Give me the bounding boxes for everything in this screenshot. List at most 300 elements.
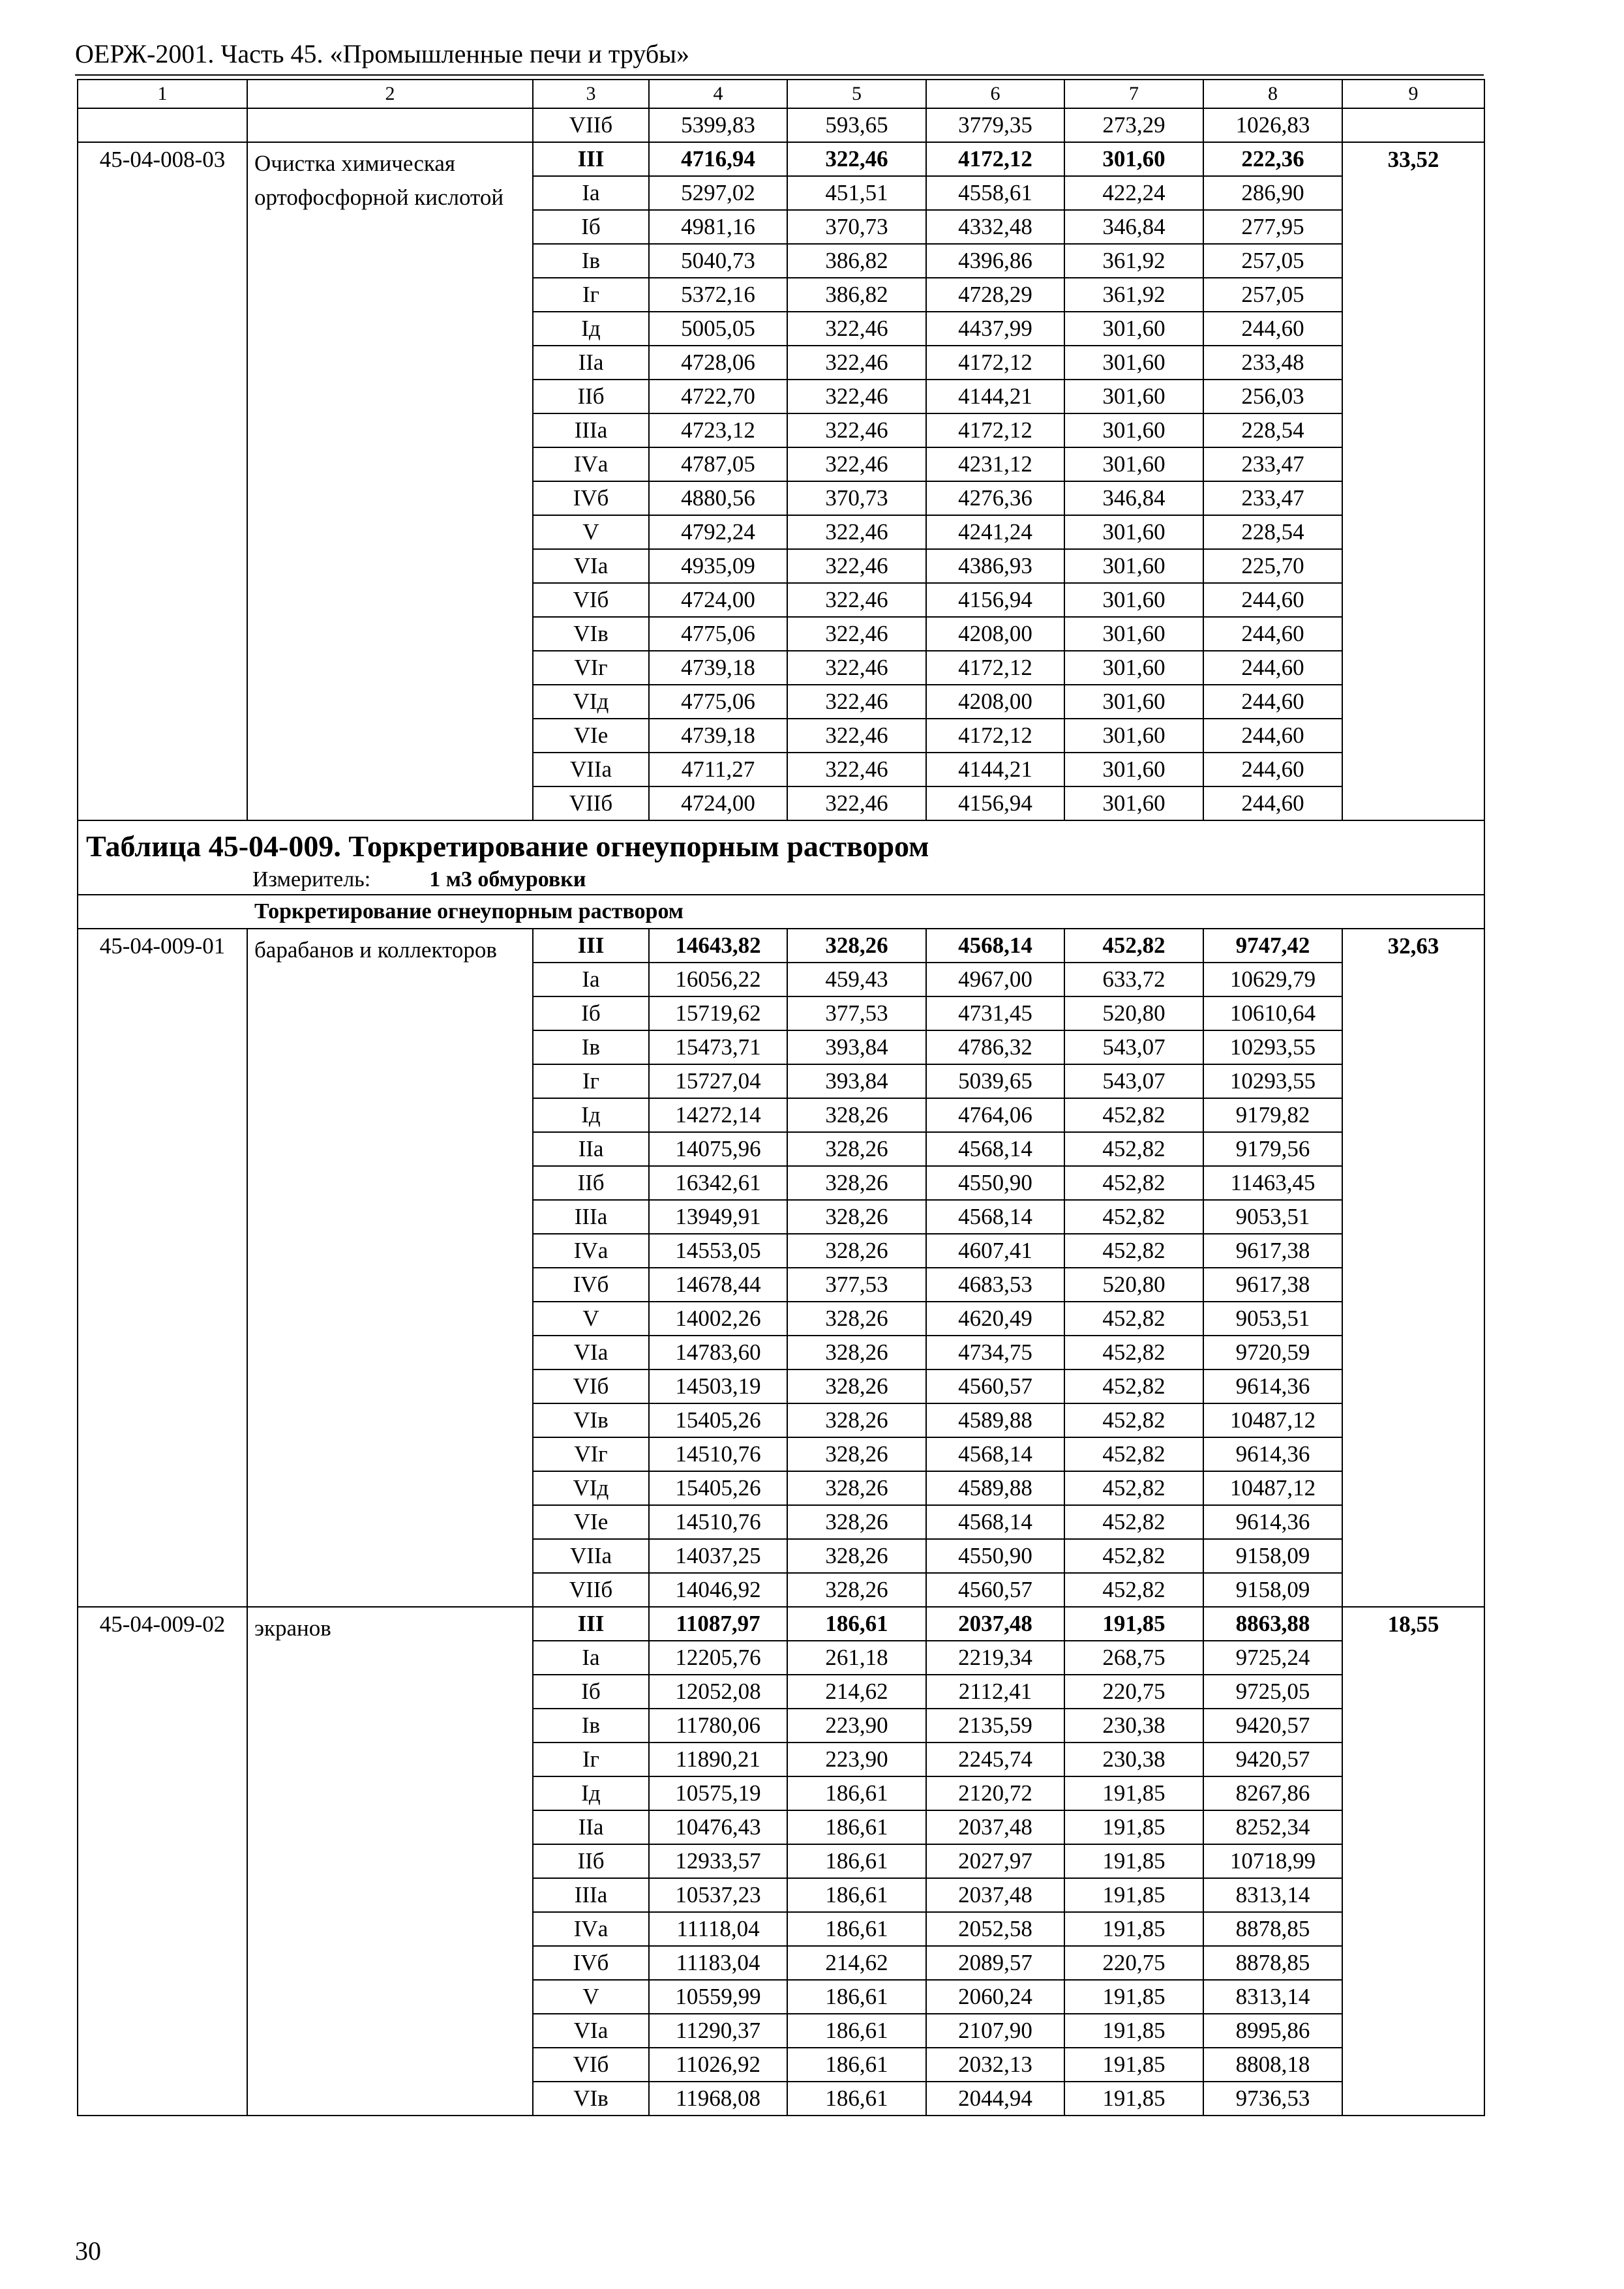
operator-wage: 422,24 bbox=[1064, 176, 1203, 210]
total-cost: 10537,23 bbox=[649, 1878, 787, 1912]
resource-zone: Iг bbox=[533, 1064, 649, 1098]
column-number: 5 bbox=[787, 80, 926, 108]
item-name: барабанов и коллекторов bbox=[247, 929, 533, 1607]
machine-cost: 2052,58 bbox=[926, 1912, 1064, 1946]
column-number: 4 bbox=[649, 80, 787, 108]
resource-zone: IIIа bbox=[533, 413, 649, 447]
resource-zone: Iд bbox=[533, 1776, 649, 1810]
operator-wage: 301,60 bbox=[1064, 549, 1203, 583]
material-cost: 244,60 bbox=[1203, 617, 1342, 651]
total-cost: 11026,92 bbox=[649, 2048, 787, 2082]
machine-cost: 4172,12 bbox=[926, 413, 1064, 447]
operator-wage: 452,82 bbox=[1064, 1132, 1203, 1166]
total-cost: 4722,70 bbox=[649, 380, 787, 413]
resource-zone: IIа bbox=[533, 1132, 649, 1166]
material-cost: 10629,79 bbox=[1203, 963, 1342, 996]
rates-table-wrapper bbox=[77, 79, 1484, 2116]
operator-wage: 361,92 bbox=[1064, 244, 1203, 278]
material-cost: 9617,38 bbox=[1203, 1234, 1342, 1268]
resource-zone: Iг bbox=[533, 278, 649, 312]
resource-zone: VIа bbox=[533, 549, 649, 583]
resource-zone: VIб bbox=[533, 583, 649, 617]
measure-line bbox=[86, 865, 1484, 894]
wage-cost: 223,90 bbox=[787, 1709, 926, 1743]
wage-cost: 322,46 bbox=[787, 719, 926, 753]
total-cost: 11890,21 bbox=[649, 1743, 787, 1776]
operator-wage: 301,60 bbox=[1064, 786, 1203, 820]
item-code: 45-04-008-03 bbox=[78, 142, 247, 820]
operator-wage: 191,85 bbox=[1064, 1776, 1203, 1810]
material-cost: 9420,57 bbox=[1203, 1709, 1342, 1743]
wage-cost: 322,46 bbox=[787, 142, 926, 176]
total-cost: 14510,76 bbox=[649, 1437, 787, 1471]
operator-wage: 191,85 bbox=[1064, 1912, 1203, 1946]
norm-cell bbox=[1342, 108, 1484, 142]
wage-cost: 328,26 bbox=[787, 1200, 926, 1234]
material-cost: 10718,99 bbox=[1203, 1844, 1342, 1878]
machine-cost: 4786,32 bbox=[926, 1030, 1064, 1064]
operator-wage: 520,80 bbox=[1064, 1268, 1203, 1302]
machine-cost: 2219,34 bbox=[926, 1641, 1064, 1675]
wage-cost: 328,26 bbox=[787, 1302, 926, 1336]
material-cost: 9725,05 bbox=[1203, 1675, 1342, 1709]
machine-cost: 4568,14 bbox=[926, 929, 1064, 963]
wage-cost: 261,18 bbox=[787, 1641, 926, 1675]
material-cost: 9158,09 bbox=[1203, 1573, 1342, 1607]
wage-cost: 328,26 bbox=[787, 1234, 926, 1268]
resource-zone: IVб bbox=[533, 1268, 649, 1302]
material-cost: 233,48 bbox=[1203, 346, 1342, 380]
material-cost: 228,54 bbox=[1203, 413, 1342, 447]
total-cost: 14002,26 bbox=[649, 1302, 787, 1336]
operator-wage: 543,07 bbox=[1064, 1030, 1203, 1064]
operator-wage: 452,82 bbox=[1064, 1437, 1203, 1471]
material-cost: 9725,24 bbox=[1203, 1641, 1342, 1675]
material-cost: 257,05 bbox=[1203, 278, 1342, 312]
operator-wage: 543,07 bbox=[1064, 1064, 1203, 1098]
resource-zone: IVб bbox=[533, 481, 649, 515]
material-cost: 8878,85 bbox=[1203, 1946, 1342, 1980]
wage-cost: 186,61 bbox=[787, 1607, 926, 1641]
resource-zone: IIб bbox=[533, 380, 649, 413]
material-cost: 10487,12 bbox=[1203, 1471, 1342, 1505]
machine-cost: 4156,94 bbox=[926, 583, 1064, 617]
material-cost: 8995,86 bbox=[1203, 2014, 1342, 2048]
material-cost: 228,54 bbox=[1203, 515, 1342, 549]
material-cost: 9614,36 bbox=[1203, 1505, 1342, 1539]
operator-wage: 220,75 bbox=[1064, 1675, 1203, 1709]
machine-cost: 4172,12 bbox=[926, 346, 1064, 380]
operator-wage: 301,60 bbox=[1064, 583, 1203, 617]
operator-wage: 452,82 bbox=[1064, 1234, 1203, 1268]
material-cost: 244,60 bbox=[1203, 651, 1342, 685]
resource-zone: VIб bbox=[533, 2048, 649, 2082]
wage-cost: 186,61 bbox=[787, 1844, 926, 1878]
operator-wage: 452,82 bbox=[1064, 929, 1203, 963]
operator-wage: 191,85 bbox=[1064, 2014, 1203, 2048]
machine-cost: 2032,13 bbox=[926, 2048, 1064, 2082]
wage-cost: 328,26 bbox=[787, 929, 926, 963]
resource-zone: III bbox=[533, 1607, 649, 1641]
resource-zone: IVа bbox=[533, 1234, 649, 1268]
wage-cost: 186,61 bbox=[787, 1878, 926, 1912]
total-cost: 4880,56 bbox=[649, 481, 787, 515]
machine-cost: 4437,99 bbox=[926, 312, 1064, 346]
wage-cost: 328,26 bbox=[787, 1369, 926, 1403]
material-cost: 9179,82 bbox=[1203, 1098, 1342, 1132]
wage-cost: 186,61 bbox=[787, 1810, 926, 1844]
total-cost: 4981,16 bbox=[649, 210, 787, 244]
machine-cost: 4144,21 bbox=[926, 380, 1064, 413]
resource-zone: VIIб bbox=[533, 786, 649, 820]
wage-cost: 393,84 bbox=[787, 1030, 926, 1064]
machine-cost: 4568,14 bbox=[926, 1200, 1064, 1234]
machine-cost: 4568,14 bbox=[926, 1505, 1064, 1539]
total-cost: 4775,06 bbox=[649, 685, 787, 719]
machine-cost: 2060,24 bbox=[926, 1980, 1064, 2014]
resource-zone: VIд bbox=[533, 685, 649, 719]
resource-zone: VIа bbox=[533, 1336, 649, 1369]
machine-cost: 2044,94 bbox=[926, 2082, 1064, 2116]
material-cost: 9053,51 bbox=[1203, 1200, 1342, 1234]
operator-wage: 301,60 bbox=[1064, 617, 1203, 651]
table-row bbox=[78, 108, 1484, 142]
labor-norm: 18,55 bbox=[1342, 1607, 1484, 2116]
wage-cost: 322,46 bbox=[787, 346, 926, 380]
operator-wage: 452,82 bbox=[1064, 1369, 1203, 1403]
machine-cost: 2107,90 bbox=[926, 2014, 1064, 2048]
operator-wage: 191,85 bbox=[1064, 1878, 1203, 1912]
wage-cost: 186,61 bbox=[787, 2082, 926, 2116]
total-cost: 15405,26 bbox=[649, 1403, 787, 1437]
resource-zone: VIг bbox=[533, 651, 649, 685]
wage-cost: 328,26 bbox=[787, 1437, 926, 1471]
resource-zone: IIб bbox=[533, 1844, 649, 1878]
machine-cost: 2037,48 bbox=[926, 1810, 1064, 1844]
material-cost: 244,60 bbox=[1203, 583, 1342, 617]
total-cost: 10559,99 bbox=[649, 1980, 787, 2014]
machine-cost: 4683,53 bbox=[926, 1268, 1064, 1302]
wage-cost: 377,53 bbox=[787, 1268, 926, 1302]
operator-wage: 452,82 bbox=[1064, 1573, 1203, 1607]
machine-cost: 4156,94 bbox=[926, 786, 1064, 820]
rates-table bbox=[77, 79, 1485, 2116]
wage-cost: 322,46 bbox=[787, 413, 926, 447]
machine-cost: 2037,48 bbox=[926, 1878, 1064, 1912]
machine-cost: 4172,12 bbox=[926, 651, 1064, 685]
operator-wage: 452,82 bbox=[1064, 1166, 1203, 1200]
total-cost: 4739,18 bbox=[649, 719, 787, 753]
wage-cost: 328,26 bbox=[787, 1573, 926, 1607]
table-subheading: Торкретирование огнеупорным раствором bbox=[78, 895, 1484, 929]
resource-zone: VIа bbox=[533, 2014, 649, 2048]
material-cost: 244,60 bbox=[1203, 312, 1342, 346]
operator-wage: 191,85 bbox=[1064, 1980, 1203, 2014]
wage-cost: 322,46 bbox=[787, 617, 926, 651]
material-cost: 286,90 bbox=[1203, 176, 1342, 210]
total-cost: 12205,76 bbox=[649, 1641, 787, 1675]
page-number: 30 bbox=[75, 2236, 101, 2266]
machine-cost: 4550,90 bbox=[926, 1539, 1064, 1573]
total-cost: 4711,27 bbox=[649, 753, 787, 786]
wage-cost: 223,90 bbox=[787, 1743, 926, 1776]
material-cost: 9420,57 bbox=[1203, 1743, 1342, 1776]
material-cost: 1026,83 bbox=[1203, 108, 1342, 142]
total-cost: 5005,05 bbox=[649, 312, 787, 346]
total-cost: 12933,57 bbox=[649, 1844, 787, 1878]
operator-wage: 452,82 bbox=[1064, 1336, 1203, 1369]
material-cost: 11463,45 bbox=[1203, 1166, 1342, 1200]
resource-zone: Iб bbox=[533, 210, 649, 244]
total-cost: 10476,43 bbox=[649, 1810, 787, 1844]
total-cost: 13949,91 bbox=[649, 1200, 787, 1234]
material-cost: 9736,53 bbox=[1203, 2082, 1342, 2116]
resource-zone: V bbox=[533, 1302, 649, 1336]
table-row bbox=[78, 929, 1484, 963]
material-cost: 233,47 bbox=[1203, 447, 1342, 481]
wage-cost: 322,46 bbox=[787, 549, 926, 583]
resource-zone: V bbox=[533, 515, 649, 549]
name-cell bbox=[247, 108, 533, 142]
total-cost: 10575,19 bbox=[649, 1776, 787, 1810]
total-cost: 11118,04 bbox=[649, 1912, 787, 1946]
total-cost: 14678,44 bbox=[649, 1268, 787, 1302]
total-cost: 14643,82 bbox=[649, 929, 787, 963]
column-number: 6 bbox=[926, 80, 1064, 108]
resource-zone: Iа bbox=[533, 176, 649, 210]
operator-wage: 520,80 bbox=[1064, 996, 1203, 1030]
operator-wage: 301,60 bbox=[1064, 142, 1203, 176]
table-title-cell bbox=[78, 820, 1484, 895]
resource-zone: Iв bbox=[533, 244, 649, 278]
resource-zone: VIIб bbox=[533, 108, 649, 142]
wage-cost: 186,61 bbox=[787, 1980, 926, 2014]
wage-cost: 322,46 bbox=[787, 685, 926, 719]
operator-wage: 633,72 bbox=[1064, 963, 1203, 996]
header-rule bbox=[75, 74, 1484, 76]
item-name: экранов bbox=[247, 1607, 533, 2116]
material-cost: 222,36 bbox=[1203, 142, 1342, 176]
total-cost: 4716,94 bbox=[649, 142, 787, 176]
machine-cost: 2089,57 bbox=[926, 1946, 1064, 1980]
operator-wage: 452,82 bbox=[1064, 1302, 1203, 1336]
operator-wage: 191,85 bbox=[1064, 2082, 1203, 2116]
wage-cost: 393,84 bbox=[787, 1064, 926, 1098]
material-cost: 10293,55 bbox=[1203, 1030, 1342, 1064]
machine-cost: 4728,29 bbox=[926, 278, 1064, 312]
machine-cost: 4967,00 bbox=[926, 963, 1064, 996]
material-cost: 225,70 bbox=[1203, 549, 1342, 583]
machine-cost: 4172,12 bbox=[926, 719, 1064, 753]
resource-zone: VIе bbox=[533, 1505, 649, 1539]
resource-zone: VIд bbox=[533, 1471, 649, 1505]
operator-wage: 301,60 bbox=[1064, 447, 1203, 481]
resource-zone: Iб bbox=[533, 1675, 649, 1709]
machine-cost: 4241,24 bbox=[926, 515, 1064, 549]
wage-cost: 322,46 bbox=[787, 515, 926, 549]
resource-zone: IVа bbox=[533, 447, 649, 481]
machine-cost: 4208,00 bbox=[926, 617, 1064, 651]
operator-wage: 191,85 bbox=[1064, 1844, 1203, 1878]
table-title-row bbox=[78, 820, 1484, 895]
resource-zone: Iд bbox=[533, 312, 649, 346]
resource-zone: IIб bbox=[533, 1166, 649, 1200]
wage-cost: 328,26 bbox=[787, 1132, 926, 1166]
resource-zone: Iб bbox=[533, 996, 649, 1030]
machine-cost: 4332,48 bbox=[926, 210, 1064, 244]
operator-wage: 301,60 bbox=[1064, 380, 1203, 413]
material-cost: 10610,64 bbox=[1203, 996, 1342, 1030]
machine-cost: 4620,49 bbox=[926, 1302, 1064, 1336]
total-cost: 12052,08 bbox=[649, 1675, 787, 1709]
total-cost: 4792,24 bbox=[649, 515, 787, 549]
material-cost: 8878,85 bbox=[1203, 1912, 1342, 1946]
wage-cost: 214,62 bbox=[787, 1675, 926, 1709]
resource-zone: Iв bbox=[533, 1030, 649, 1064]
material-cost: 9158,09 bbox=[1203, 1539, 1342, 1573]
total-cost: 5399,83 bbox=[649, 108, 787, 142]
material-cost: 9614,36 bbox=[1203, 1369, 1342, 1403]
total-cost: 16342,61 bbox=[649, 1166, 787, 1200]
material-cost: 9720,59 bbox=[1203, 1336, 1342, 1369]
machine-cost: 4386,93 bbox=[926, 549, 1064, 583]
total-cost: 15473,71 bbox=[649, 1030, 787, 1064]
wage-cost: 386,82 bbox=[787, 278, 926, 312]
table-row bbox=[78, 142, 1484, 176]
resource-zone: VIIа bbox=[533, 1539, 649, 1573]
wage-cost: 186,61 bbox=[787, 2048, 926, 2082]
machine-cost: 4558,61 bbox=[926, 176, 1064, 210]
table-title: Таблица 45-04-009. Торкретирование огнеупорным раствором bbox=[86, 830, 929, 863]
wage-cost: 328,26 bbox=[787, 1336, 926, 1369]
material-cost: 244,60 bbox=[1203, 753, 1342, 786]
operator-wage: 452,82 bbox=[1064, 1098, 1203, 1132]
wage-cost: 322,46 bbox=[787, 447, 926, 481]
operator-wage: 301,60 bbox=[1064, 312, 1203, 346]
operator-wage: 191,85 bbox=[1064, 1607, 1203, 1641]
wage-cost: 328,26 bbox=[787, 1471, 926, 1505]
table-row bbox=[78, 1607, 1484, 1641]
wage-cost: 459,43 bbox=[787, 963, 926, 996]
labor-norm: 32,63 bbox=[1342, 929, 1484, 1607]
item-name: Очистка химическая ортофосфорной кислотой bbox=[247, 142, 533, 820]
wage-cost: 322,46 bbox=[787, 786, 926, 820]
table-body bbox=[78, 80, 1484, 2116]
machine-cost: 4550,90 bbox=[926, 1166, 1064, 1200]
total-cost: 14553,05 bbox=[649, 1234, 787, 1268]
total-cost: 11290,37 bbox=[649, 2014, 787, 2048]
resource-zone: IIа bbox=[533, 346, 649, 380]
resource-zone: VIе bbox=[533, 719, 649, 753]
operator-wage: 301,60 bbox=[1064, 753, 1203, 786]
labor-norm: 33,52 bbox=[1342, 142, 1484, 820]
machine-cost: 4607,41 bbox=[926, 1234, 1064, 1268]
total-cost: 15405,26 bbox=[649, 1471, 787, 1505]
total-cost: 4724,00 bbox=[649, 583, 787, 617]
wage-cost: 214,62 bbox=[787, 1946, 926, 1980]
subheading-row bbox=[78, 895, 1484, 929]
resource-zone: IVа bbox=[533, 1912, 649, 1946]
column-number: 1 bbox=[78, 80, 247, 108]
operator-wage: 191,85 bbox=[1064, 1810, 1203, 1844]
wage-cost: 322,46 bbox=[787, 583, 926, 617]
operator-wage: 230,38 bbox=[1064, 1743, 1203, 1776]
resource-zone: IIIа bbox=[533, 1878, 649, 1912]
total-cost: 14046,92 bbox=[649, 1573, 787, 1607]
total-cost: 4935,09 bbox=[649, 549, 787, 583]
machine-cost: 4764,06 bbox=[926, 1098, 1064, 1132]
machine-cost: 4731,45 bbox=[926, 996, 1064, 1030]
wage-cost: 322,46 bbox=[787, 380, 926, 413]
operator-wage: 268,75 bbox=[1064, 1641, 1203, 1675]
total-cost: 15727,04 bbox=[649, 1064, 787, 1098]
material-cost: 8863,88 bbox=[1203, 1607, 1342, 1641]
material-cost: 233,47 bbox=[1203, 481, 1342, 515]
resource-zone: V bbox=[533, 1980, 649, 2014]
total-cost: 4723,12 bbox=[649, 413, 787, 447]
wage-cost: 377,53 bbox=[787, 996, 926, 1030]
resource-zone: Iд bbox=[533, 1098, 649, 1132]
operator-wage: 346,84 bbox=[1064, 481, 1203, 515]
material-cost: 9617,38 bbox=[1203, 1268, 1342, 1302]
total-cost: 5040,73 bbox=[649, 244, 787, 278]
operator-wage: 452,82 bbox=[1064, 1539, 1203, 1573]
material-cost: 8313,14 bbox=[1203, 1878, 1342, 1912]
wage-cost: 186,61 bbox=[787, 2014, 926, 2048]
measure-unit: 1 м3 обмуровки bbox=[429, 867, 586, 891]
wage-cost: 322,46 bbox=[787, 753, 926, 786]
total-cost: 16056,22 bbox=[649, 963, 787, 996]
total-cost: 4728,06 bbox=[649, 346, 787, 380]
wage-cost: 328,26 bbox=[787, 1403, 926, 1437]
total-cost: 11968,08 bbox=[649, 2082, 787, 2116]
material-cost: 244,60 bbox=[1203, 685, 1342, 719]
total-cost: 4724,00 bbox=[649, 786, 787, 820]
column-number: 8 bbox=[1203, 80, 1342, 108]
resource-zone: III bbox=[533, 142, 649, 176]
resource-zone: VIг bbox=[533, 1437, 649, 1471]
column-number: 9 bbox=[1342, 80, 1484, 108]
material-cost: 244,60 bbox=[1203, 719, 1342, 753]
machine-cost: 4568,14 bbox=[926, 1132, 1064, 1166]
resource-zone: VIIа bbox=[533, 753, 649, 786]
wage-cost: 186,61 bbox=[787, 1912, 926, 1946]
material-cost: 257,05 bbox=[1203, 244, 1342, 278]
wage-cost: 451,51 bbox=[787, 176, 926, 210]
material-cost: 9053,51 bbox=[1203, 1302, 1342, 1336]
resource-zone: IIа bbox=[533, 1810, 649, 1844]
measure-label: Измеритель: bbox=[252, 867, 371, 891]
material-cost: 256,03 bbox=[1203, 380, 1342, 413]
total-cost: 11183,04 bbox=[649, 1946, 787, 1980]
column-number: 2 bbox=[247, 80, 533, 108]
resource-zone: VIб bbox=[533, 1369, 649, 1403]
resource-zone: III bbox=[533, 929, 649, 963]
page-header: ОЕРЖ-2001. Часть 45. «Промышленные печи и трубы» bbox=[75, 39, 690, 68]
material-cost: 9747,42 bbox=[1203, 929, 1342, 963]
wage-cost: 370,73 bbox=[787, 210, 926, 244]
wage-cost: 186,61 bbox=[787, 1776, 926, 1810]
machine-cost: 4560,57 bbox=[926, 1573, 1064, 1607]
wage-cost: 593,65 bbox=[787, 108, 926, 142]
machine-cost: 2245,74 bbox=[926, 1743, 1064, 1776]
material-cost: 8313,14 bbox=[1203, 1980, 1342, 2014]
resource-zone: Iа bbox=[533, 963, 649, 996]
wage-cost: 328,26 bbox=[787, 1539, 926, 1573]
code-cell bbox=[78, 108, 247, 142]
wage-cost: 328,26 bbox=[787, 1166, 926, 1200]
total-cost: 14272,14 bbox=[649, 1098, 787, 1132]
